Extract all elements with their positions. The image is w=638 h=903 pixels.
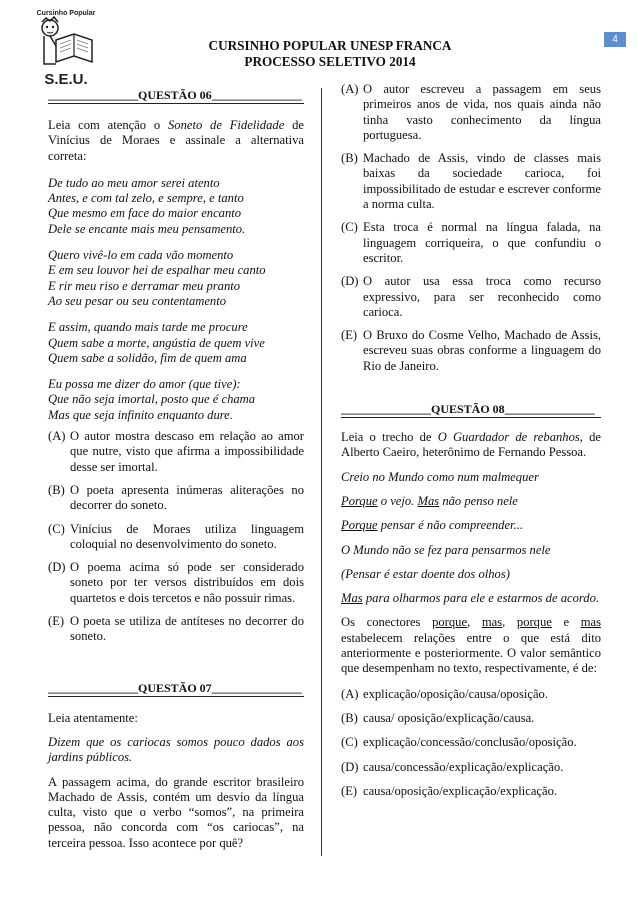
poem-line: Mas para olharmos para ele e estarmos de acordo. <box>341 591 600 606</box>
option-c[interactable]: (C) explicação/concessão/conclusão/oposição. <box>341 735 577 750</box>
cursinho-logo-icon <box>26 6 104 90</box>
verse: Antes, e com tal zelo, e sempre, e tanto <box>48 191 244 206</box>
column-divider <box>321 88 322 856</box>
verse: Ao seu pesar ou seu contentamento <box>48 293 227 308</box>
question-06-title: QUESTÃO 06 <box>138 88 212 102</box>
verse: Que mesmo em face do maior encanto <box>48 206 242 221</box>
verse: Eu possa me dizer do amor (que tive): <box>48 377 241 392</box>
verse: E em seu louvor hei de espalhar meu canto <box>48 263 266 278</box>
verse: Quem sabe a morte, angústia de quem vive <box>48 335 265 350</box>
logo-bottom-text: S.E.U. <box>44 71 88 88</box>
question-08-options <box>341 687 601 799</box>
page-header <box>130 38 530 70</box>
option-a[interactable]: (A) O autor escreveu a passagem em seus primeiros anos de vida, nos quais ainda não tinha vasto conhecimento da língua portuguesa. <box>341 82 601 142</box>
option-e[interactable]: (E) causa/oposição/explicação/explicação. <box>341 783 558 798</box>
verse: Dele se encante mais meu pensamento. <box>48 221 246 236</box>
logo <box>26 6 104 90</box>
verse: De tudo ao meu amor serei atento <box>48 175 220 190</box>
question-08-title: QUESTÃO 08 <box>431 402 505 417</box>
page-number-badge: 4 <box>604 32 626 47</box>
option-a[interactable]: (A) O autor mostra descaso em relação ao amor que nutre, visto que afirma a impossibilidade desse ser imortal. <box>48 429 304 474</box>
poem-line: Porque pensar é não compreender... <box>341 518 523 533</box>
question-06-header: _______________QUESTÃO 06_______________ <box>48 88 304 104</box>
option-d[interactable]: (D) causa/concessão/explicação/explicação. <box>341 759 564 774</box>
question-07-title: QUESTÃO 07 <box>138 680 212 695</box>
question-07-quote: Dizem que os cariocas somos pouco dados aos jardins públicos. <box>48 734 304 765</box>
question-06-options <box>48 429 304 645</box>
question-06-intro: Leia com atenção o Soneto de Fidelidade de Vinícius de Moraes e assinale a alternativa correta: <box>48 118 304 163</box>
question-08-body: Os conectores porque, mas, porque e mas estabelecem relações entre o que está dito anteriormente e posteriormente. O valor semântico que desempenham no texto, respectivamente, é de: <box>341 615 601 676</box>
option-a[interactable]: (A) explicação/oposição/causa/oposição. <box>341 686 548 701</box>
stanza <box>48 176 304 237</box>
stanza <box>48 377 304 423</box>
verse: Mas que seja infinito enquanto dure. <box>48 407 233 422</box>
verse: Que não seja imortal, posto que é chama <box>48 392 256 407</box>
option-c[interactable]: (C) Esta troca é normal na língua falada, na linguagem corriqueira, o que confundiu o escritor. <box>341 220 601 265</box>
poem-line: Porque o vejo. Mas não penso nele <box>341 493 518 508</box>
option-c[interactable]: (C) Vinícius de Moraes utiliza linguagem coloquial no desenvolvimento do soneto. <box>48 521 304 551</box>
poem-line: (Pensar é estar doente dos olhos) <box>341 566 510 581</box>
verse: E assim, quando mais tarde me procure <box>48 320 248 335</box>
option-b[interactable]: (B) Machado de Assis, vindo de classes mais baixas da sociedade carioca, foi impossibilitado de estudar e escrever conforme a norma culta. <box>341 151 601 212</box>
poem-line: Creio no Mundo como num malmequer <box>341 469 539 484</box>
verse: Quero vivê-lo em cada vão momento <box>48 248 234 263</box>
question-08-header: _______________QUESTÃO 08_______________ <box>341 402 601 418</box>
question-08-intro: Leia o trecho de O Guardador de rebanhos, de Alberto Caeiro, heterônimo de Fernando Pessoa. <box>341 430 601 460</box>
header-line-2: PROCESSO SELETIVO 2014 <box>244 54 416 69</box>
right-column <box>341 82 601 799</box>
poem <box>48 176 304 423</box>
question-07-header: _______________QUESTÃO 07_______________ <box>48 681 304 697</box>
stanza <box>48 248 304 309</box>
poem-line: O Mundo não se fez para pensarmos nele <box>341 542 551 557</box>
question-07-intro: Leia atentamente: <box>48 710 138 725</box>
option-b[interactable]: (B) causa/ oposição/explicação/causa. <box>341 710 535 725</box>
verse: E rir meu riso e derramar meu pranto <box>48 278 241 293</box>
option-d[interactable]: (D) O poema acima só pode ser considerado soneto por ter versos distribuídos em dois quartetos e dois tercetos e não possuir rimas. <box>48 560 304 605</box>
option-e[interactable]: (E) O poeta se utiliza de antíteses no decorrer do soneto. <box>48 614 304 644</box>
left-column <box>48 82 304 851</box>
stanza <box>48 320 304 366</box>
header-line-1: CURSINHO POPULAR UNESP FRANCA <box>208 38 452 53</box>
verse: Quem sabe a solidão, fim de quem ama <box>48 350 247 365</box>
logo-top-text: Cursinho Popular <box>36 10 96 17</box>
option-e[interactable]: (E) O Bruxo do Cosme Velho, Machado de Assis, escreveu suas obras conforme a linguagem do Rio de Janeiro. <box>341 328 601 373</box>
option-b[interactable]: (B) O poeta apresenta inúmeras aliterações no decorrer do soneto. <box>48 482 304 513</box>
question-07-body: A passagem acima, do grande escritor brasileiro Machado de Assis, contém um desvio da língua culta, visto que o verbo “somos”, na primeira pessoa, não concorda com “os cariocas”, na terceira pessoa. Isso acontece por quê? <box>48 774 304 850</box>
question-07-options <box>341 82 601 374</box>
option-d[interactable]: (D) O autor usa essa troca como recurso expressivo, para ser reconhecido como carioca. <box>341 274 601 319</box>
